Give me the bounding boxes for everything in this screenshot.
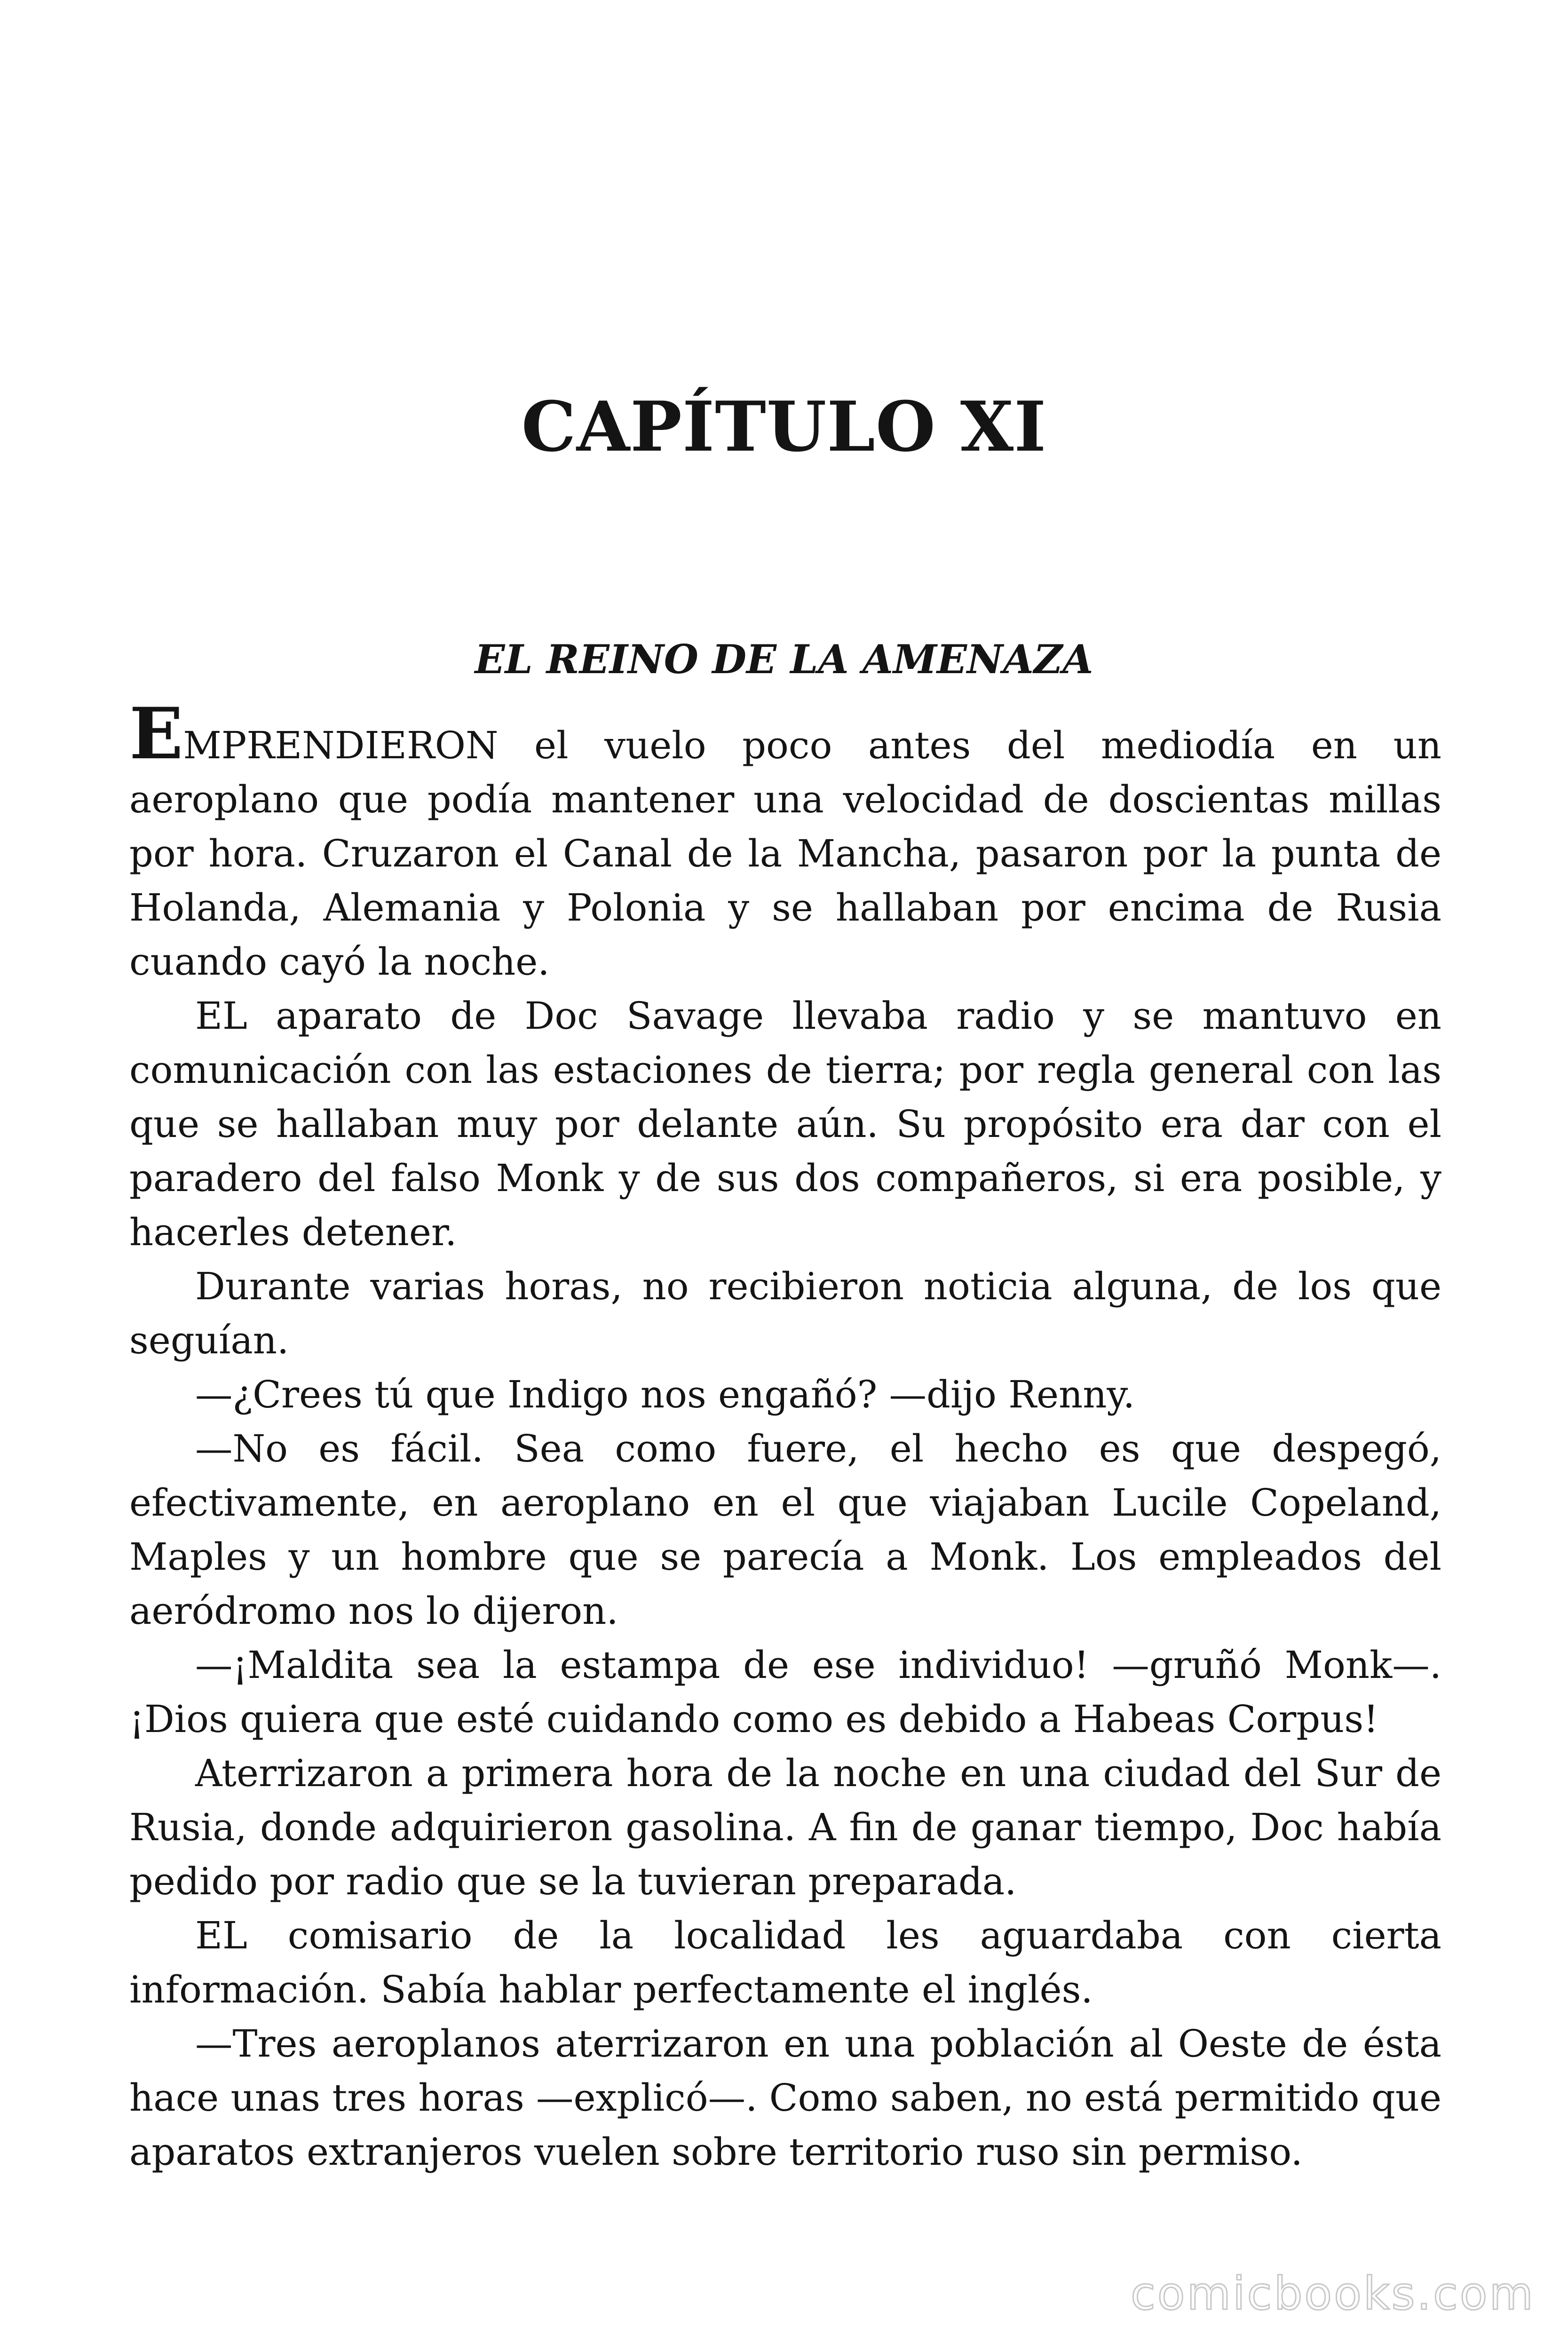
drop-letter: E — [129, 692, 183, 775]
opening-paragraph-text: MPRENDIERON el vuelo poco antes del mediodía en un aeroplano que podía mantener una velocidad de doscientas millas por hora. Cruzaron el Canal de la Mancha, pasaron por la punta de Holanda, Alemania y Polonia y se hallaban por encima de Rusia cuando cayó la noche. — [129, 723, 1441, 984]
paragraph: —Tres aeroplanos aterrizaron en una población al Oeste de ésta hace unas tres horas —explicó—. Como saben, no está permitido que aparatos extranjeros vuelen sobre territorio ruso sin permiso. — [129, 2022, 1441, 2174]
paragraph: EL comisario de la localidad les aguardaba con cierta información. Sabía hablar perfectamente el inglés. — [129, 1914, 1441, 2011]
chapter-subtitle: EL REINO DE LA AMENAZA — [475, 636, 1093, 683]
opening-paragraph — [129, 692, 1441, 989]
paragraph: —No es fácil. Sea como fuere, el hecho es que despegó, efectivamente, en aeroplano en el que viajaban Lucile Copeland, Maples y un hombre que se parecía a Monk. Los empleados del aeródromo nos lo dijeron. — [129, 1427, 1441, 1633]
paragraph: EL aparato de Doc Savage llevaba radio y se mantuvo en comunicación con las estaciones de tierra; por regla general con las que se hallaban muy por delante aún. Su propósito era dar con el paradero del falso Monk y de sus dos compañeros, si era posible, y hacerles detener. — [129, 994, 1441, 1254]
watermark: comicbooks.com — [1130, 2267, 1535, 2320]
body-text — [129, 692, 1441, 2179]
paragraph: —¡Maldita sea la estampa de ese individuo! —gruñó Monk—. ¡Dios quiera que esté cuidando como es debido a Habeas Corpus! — [129, 1643, 1441, 1741]
paragraph: Durante varias horas, no recibieron noticia alguna, de los que seguían. — [129, 1264, 1441, 1362]
paragraph: Aterrizaron a primera hora de la noche en una ciudad del Sur de Rusia, donde adquirieron gasolina. A fin de ganar tiempo, Doc había pedido por radio que se la tuvieran preparada. — [129, 1751, 1441, 1903]
paragraph: —¿Crees tú que Indigo nos engañó? —dijo Renny. — [195, 1373, 1135, 1416]
chapter-title: CAPÍTULO XI — [521, 387, 1047, 467]
